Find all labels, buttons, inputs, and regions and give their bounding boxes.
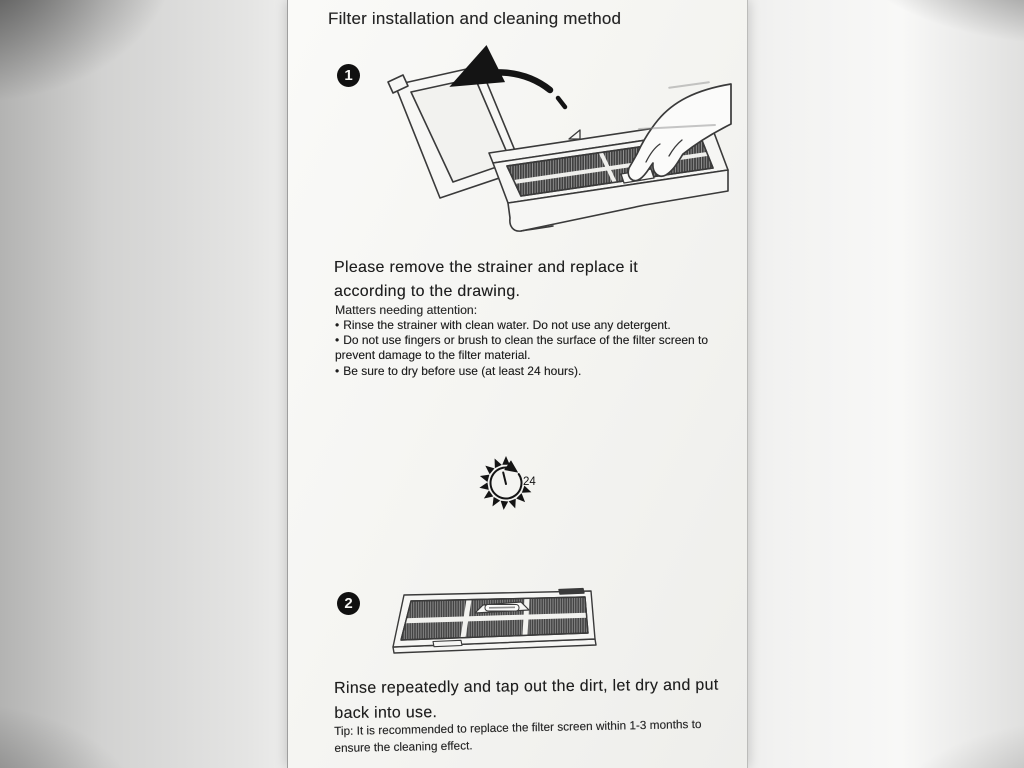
- note-item: [335, 364, 730, 379]
- note-item: [335, 318, 730, 333]
- step-2-instruction: Rinse repeatedly and tap out the dirt, let dry and put back into use.: [334, 676, 719, 722]
- filter-tab-bottom: [433, 640, 462, 646]
- filter-screen-drawing: [391, 582, 613, 656]
- bullet-icon: •: [335, 333, 340, 348]
- filter-tab-top: [559, 589, 584, 594]
- note-text: Be sure to dry before use (at least 24 hours).: [343, 363, 582, 378]
- clock-arrow: [491, 467, 522, 498]
- step-1-instruction: Please remove the strainer and replace it according to the drawing.: [334, 259, 639, 300]
- dry-hours-label: 24: [523, 476, 536, 488]
- instruction-leaflet-page: [287, 0, 748, 768]
- page-title: Filter installation and cleaning method: [328, 9, 622, 28]
- step-1-badge: 1: [337, 64, 360, 87]
- note-item: [335, 333, 730, 363]
- sun-clock-24h-icon: [476, 450, 554, 516]
- step-2-badge: 2: [337, 592, 360, 615]
- tip-text: Tip: It is recommended to replace the filter screen within 1-3 months to ensure the cleaning effect.: [334, 716, 702, 755]
- note-text: Rinse the strainer with clean water. Do not use any detergent.: [343, 318, 671, 332]
- bullet-icon: •: [335, 363, 340, 378]
- bullet-icon: •: [335, 318, 340, 332]
- notes-list: [335, 318, 730, 379]
- note-text: Do not use fingers or brush to clean the surface of the filter screen to prevent damage to the filter material.: [335, 333, 709, 363]
- notes-heading: Matters needing attention:: [335, 303, 478, 317]
